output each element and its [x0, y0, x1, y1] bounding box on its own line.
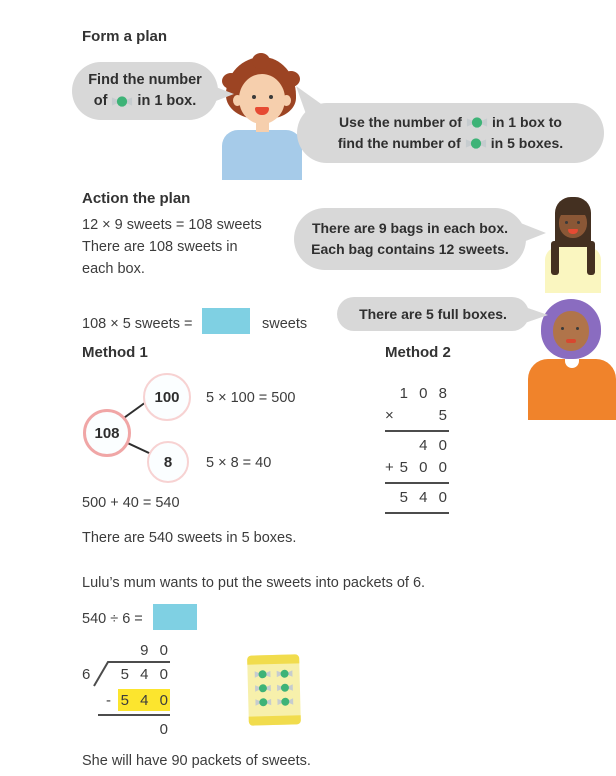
division-dividend: 5 4 0	[120, 666, 170, 683]
division-bracket	[80, 642, 170, 732]
sweet-icon	[465, 137, 487, 150]
conclusion-divide: She will have 90 packets of sweets.	[82, 753, 311, 769]
boy-hair-curl	[252, 53, 270, 69]
bubble3-line2: Each bag contains 12 sweets.	[311, 241, 509, 257]
sweet-packet	[247, 654, 301, 725]
m2-row-500: 5 0 0	[399, 459, 449, 476]
story-text: Lulu’s mum wants to put the sweets into packets of 6.	[82, 575, 426, 591]
division-divisor: 6	[82, 666, 93, 683]
bubble2-line2-post: in 5 boxes.	[490, 135, 564, 151]
method1-heading: Method 1	[82, 344, 148, 361]
action-plan-heading: Action the plan	[82, 190, 191, 207]
m2-rule	[385, 512, 449, 514]
method1-equation-total: 500 + 40 = 540	[82, 495, 180, 511]
action-line3: each box.	[82, 261, 145, 277]
multiply-equation-pre: 108 × 5 sweets =	[82, 316, 193, 332]
boy-hair-curl	[282, 71, 300, 87]
method2-column-multiplication	[385, 383, 449, 517]
minus-sign: -	[106, 692, 113, 709]
girl-hair-strand	[551, 241, 559, 275]
action-line1: 12 × 9 sweets = 108 sweets	[82, 217, 262, 233]
packet-top-strip	[247, 654, 299, 664]
bond-whole-circle: 108	[83, 409, 131, 457]
bond-part-bottom-circle: 8	[147, 441, 189, 483]
boy-eye	[269, 95, 273, 99]
sweet-icon	[254, 683, 272, 693]
division-subtrahend: 5 4 0	[120, 692, 170, 709]
sweet-icon	[111, 95, 133, 108]
bubble1-line1: Find the number	[88, 72, 202, 88]
sweet-icon	[254, 697, 272, 707]
m2-rule	[385, 482, 449, 484]
multiply-sign: ×	[385, 407, 396, 424]
boy-face	[239, 74, 285, 124]
speech-bubble-full-boxes	[337, 297, 529, 331]
m2-row-40: 4 0	[419, 437, 449, 454]
sweet-icon	[276, 696, 294, 706]
bubble1-line2-pre: of	[93, 93, 108, 109]
woman-eye	[576, 327, 579, 330]
woman-sweater	[528, 359, 616, 420]
speech-bubble-use-number	[297, 103, 604, 163]
packet-sweets-grid	[253, 668, 294, 707]
division-quotient: 9 0	[140, 642, 170, 659]
boy-sweater	[222, 130, 302, 180]
bubble2-line1-post: in 1 box to	[491, 114, 562, 130]
packet-bottom-strip	[249, 715, 301, 725]
sweet-icon	[253, 669, 271, 679]
sweet-icon	[276, 682, 294, 692]
answer-box-divide[interactable]	[153, 604, 197, 630]
conclusion-multiply: There are 540 sweets in 5 boxes.	[82, 530, 297, 546]
m2-rule	[385, 430, 449, 432]
bubble1-line2-post: in 1 box.	[137, 93, 197, 109]
girl-eye	[565, 221, 568, 224]
woman-mouth	[566, 339, 576, 343]
bubble2-line2-pre: find the number of	[337, 135, 461, 151]
m2-row-540: 5 4 0	[399, 489, 449, 506]
girl-eye	[577, 221, 580, 224]
form-plan-heading: Form a plan	[82, 28, 168, 45]
answer-box-multiply[interactable]	[202, 308, 250, 334]
method1-equation-top: 5 × 100 = 500	[206, 390, 296, 406]
speech-bubble-bags	[294, 208, 526, 270]
bubble2-line1-pre: Use the number of	[339, 114, 462, 130]
plus-sign: +	[385, 459, 396, 476]
sweet-icon	[275, 668, 293, 678]
m2-row-108: 1 0 8	[399, 385, 449, 402]
character-boy	[222, 57, 302, 180]
long-division	[80, 642, 170, 746]
bubble4-line1: There are 5 full boxes.	[359, 305, 507, 322]
method1-equation-bottom: 5 × 8 = 40	[206, 455, 272, 471]
bubble3-line1: There are 9 bags in each box.	[311, 220, 509, 236]
multiply-equation-post: sweets	[262, 316, 308, 332]
bond-part-top-circle: 100	[143, 373, 191, 421]
girl-hair-strand	[587, 241, 595, 275]
action-line2: There are 108 sweets in	[82, 239, 238, 255]
woman-face	[553, 311, 589, 351]
method2-heading: Method 2	[385, 344, 451, 361]
division-equation: 540 ÷ 6 =	[82, 611, 143, 627]
boy-eye	[252, 95, 256, 99]
sweet-icon	[466, 116, 488, 129]
woman-eye	[561, 327, 564, 330]
division-rule	[98, 714, 170, 716]
division-remainder: 0	[159, 721, 170, 738]
speech-bubble-find-number	[72, 62, 218, 120]
m2-row-5: 5	[438, 407, 449, 424]
character-girl	[545, 197, 601, 293]
girl-bangs	[556, 204, 590, 215]
